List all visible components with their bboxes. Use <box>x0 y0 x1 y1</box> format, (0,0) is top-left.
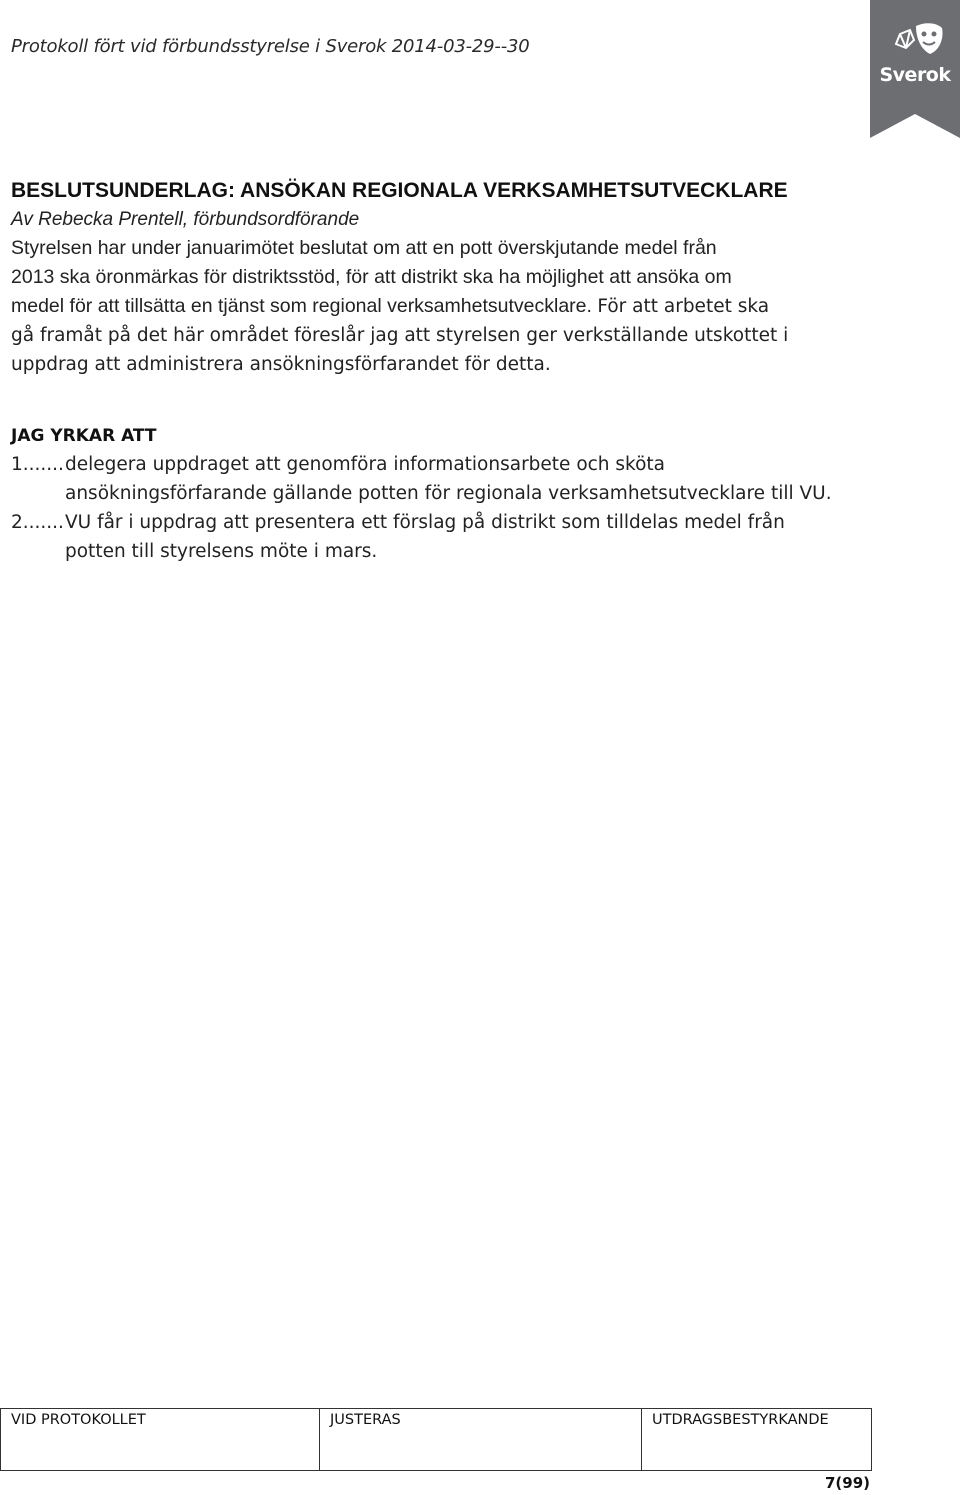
motions-heading: JAG YRKAR ATT <box>11 426 157 446</box>
body-line-part: medel för att tillsätta en tjänst som regional verksamhetsutvecklare. <box>11 295 592 317</box>
body-line: gå framåt på det här området föreslår jag att styrelsen ger verkställande utskottet i <box>11 325 789 346</box>
logo-wordmark: Sverok <box>879 64 951 86</box>
sverok-logo <box>870 0 960 138</box>
motion-line: potten till styrelsens möte i mars. <box>65 541 378 562</box>
motion-line: VU får i uppdrag att presentera ett förslag på distrikt som tilldelas medel från <box>65 512 785 533</box>
motion-number: 1....... <box>11 454 64 475</box>
body-line: Styrelsen har under januarimötet beslutat om att en pott överskjutande medel från <box>11 237 717 259</box>
signature-cell-utdragsbestyrkande: UTDRAGSBESTYRKANDE <box>642 1409 872 1471</box>
motions-list <box>11 450 911 566</box>
body-paragraph <box>11 234 871 379</box>
body-line: uppdrag att administrera ansökningsförfarandet för detta. <box>11 354 551 375</box>
document-title: BESLUTSUNDERLAG: ANSÖKAN REGIONALA VERKSAMHETSUTVECKLARE <box>11 179 788 202</box>
motion-line: ansökningsförfarande gällande potten för regionala verksamhetsutvecklare till VU. <box>65 483 832 504</box>
signature-table <box>0 1408 872 1471</box>
document-body <box>11 176 911 566</box>
document-header-title: Protokoll fört vid förbundsstyrelse i Sverok 2014-03-29--30 <box>11 36 530 57</box>
motion-text <box>65 508 895 566</box>
motion-line: delegera uppdraget att genomföra informationsarbete och sköta <box>65 454 666 475</box>
body-line: 2013 ska öronmärkas för distriktsstöd, för att distrikt ska ha möjlighet att ansöka om <box>11 266 732 288</box>
page-number: 7(99) <box>824 1474 870 1492</box>
body-line <box>11 292 871 321</box>
motion-text <box>65 450 895 508</box>
signature-cell-justeras: JUSTERAS <box>320 1409 642 1471</box>
motion-item <box>11 450 911 508</box>
document-byline: Av Rebecka Prentell, förbundsordförande <box>11 209 360 230</box>
motion-number: 2....... <box>11 512 64 533</box>
body-line-part: För att arbetet ska <box>597 296 770 317</box>
signature-cell-vid-protokollet: VID PROTOKOLLET <box>1 1409 320 1471</box>
motion-item <box>11 508 911 566</box>
